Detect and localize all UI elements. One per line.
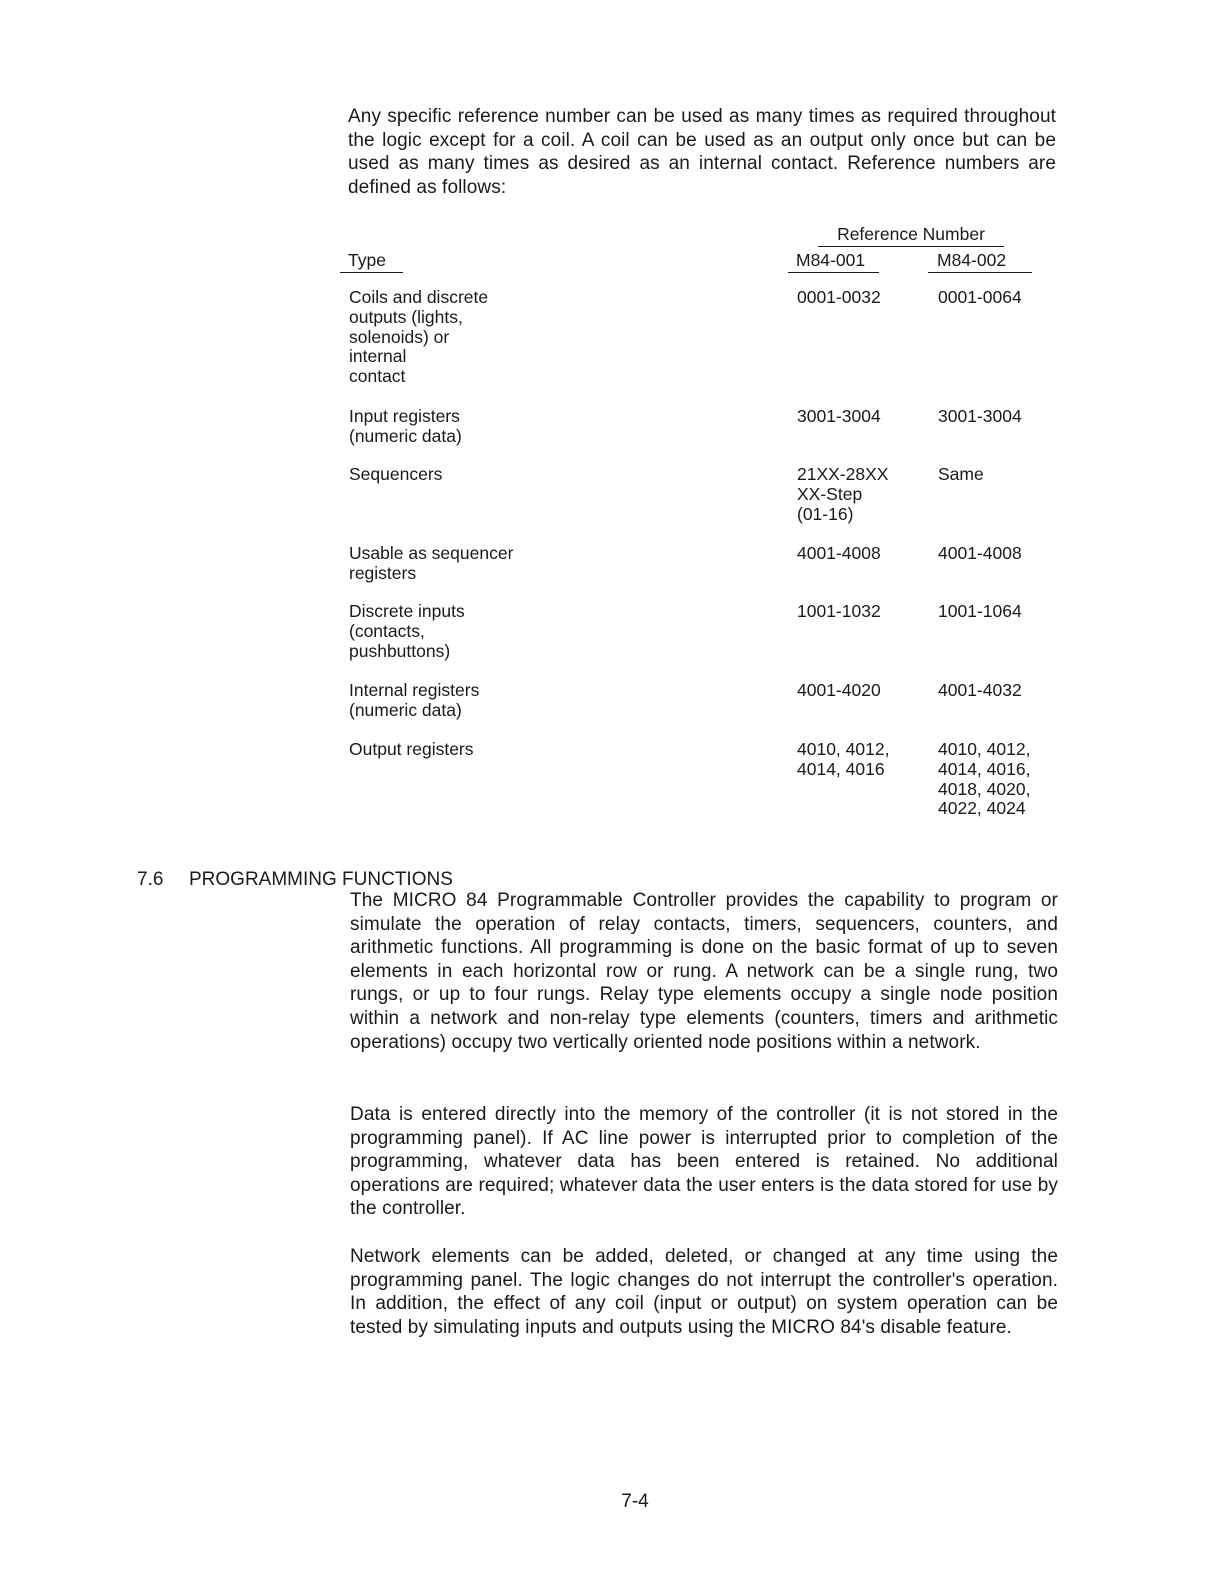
row-m84-001: 4010, 4012, 4014, 4016: [797, 739, 890, 779]
row-m84-001: 21XX-28XX XX-Step (01-16): [797, 464, 889, 524]
section-title: PROGRAMMING FUNCTIONS: [189, 869, 453, 890]
section-paragraph: Data is entered directly into the memory of the controller (it is not stored in the programming panel). If AC line power is interrupted prior to completion of the programming, whatever data has been entered is retained. No additional operations are required; whatever data the user enters is the data stored for use by the controller.: [350, 1104, 1058, 1220]
m84-001-column-header: M84-001: [788, 250, 879, 273]
row-m84-002: Same: [938, 464, 984, 484]
row-m84-001: 1001-1032: [797, 601, 881, 621]
row-type: Discrete inputs (contacts, pushbuttons): [349, 601, 465, 661]
row-m84-001: 4001-4020: [797, 680, 881, 700]
row-m84-002: 4001-4008: [938, 543, 1022, 563]
intro-paragraph: Any specific reference number can be used as many times as required throughout the logic except for a coil. A coil can be used as an output only once but can be used as many times as desired as an internal contact. Reference numbers are defined as follows:: [348, 106, 1056, 198]
row-m84-002: 4010, 4012, 4014, 4016, 4018, 4020, 4022, 4024: [938, 739, 1031, 819]
section-number: 7.6: [137, 869, 164, 890]
type-column-header: Type: [340, 250, 403, 273]
row-m84-002: 1001-1064: [938, 601, 1022, 621]
reference-number-header: Reference Number: [818, 224, 1004, 247]
row-type: Input registers (numeric data): [349, 406, 462, 446]
section-heading: [137, 868, 453, 891]
row-type: Coils and discrete outputs (lights, solenoids) or internal contact: [349, 287, 489, 387]
row-type: Usable as sequencer registers: [349, 543, 514, 583]
row-type: Output registers: [349, 739, 474, 759]
row-m84-002: 0001-0064: [938, 287, 1022, 307]
m84-002-column-header: M84-002: [928, 250, 1032, 273]
row-type: Sequencers: [349, 464, 443, 484]
row-m84-002: 4001-4032: [938, 680, 1022, 700]
row-m84-001: 0001-0032: [797, 287, 881, 307]
row-m84-001: 4001-4008: [797, 543, 881, 563]
row-type: Internal registers (numeric data): [349, 680, 480, 720]
page-number: 7-4: [621, 1491, 649, 1512]
section-paragraph: The MICRO 84 Programmable Controller provides the capability to program or simulate the operation of relay contacts, timers, sequencers, counters, and arithmetic functions. All programming is done on the basic format of up to seven elements in each horizontal row or rung. A network can be a single rung, two rungs, or up to four rungs. Relay type elements occupy a single node position within a network and non-relay type elements (counters, timers and arithmetic operations) occupy two vertically oriented node positions within a network.: [350, 890, 1058, 1053]
row-m84-002: 3001-3004: [938, 406, 1022, 426]
section-paragraph: Network elements can be added, deleted, or changed at any time using the programming panel. The logic changes do not interrupt the controller's operation. In addition, the effect of any coil (input or output) on system operation can be tested by simulating inputs and outputs using the MICRO 84's disable feature.: [350, 1246, 1058, 1338]
row-m84-001: 3001-3004: [797, 406, 881, 426]
